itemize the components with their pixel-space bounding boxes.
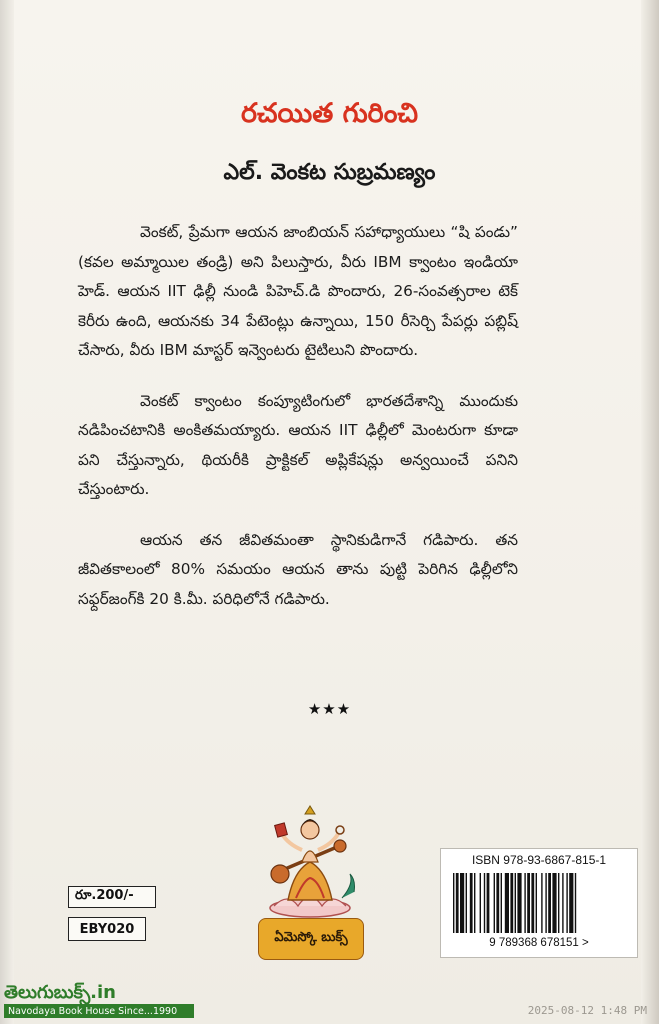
publisher-logo: [258, 800, 362, 960]
section-separator: ★★★: [307, 700, 352, 718]
saraswati-illustration-icon: [258, 800, 362, 920]
isbn-number: ISBN 978-93-6867-815-1: [471, 853, 607, 867]
cover-right-edge: [641, 0, 659, 1024]
bio-paragraph-3: ఆయన తన జీవితమంతా స్థానికుడిగానే గడిపారు. తన జీవితకాలంలో 80% సమయం ఆయన తాను పుట్టి పెరిగిన ఢిల్లీలోని సఫ్దర్‌జంగ్‌కి 20 కి.మీ. పరిధిలోనే గడిపారు.: [78, 530, 518, 608]
author-name: ఎల్. వెంకట సుబ్రమణ్యం: [223, 160, 436, 185]
barcode-icon: [453, 873, 625, 935]
book-code: EBY020: [68, 917, 146, 941]
author-bio: [78, 218, 518, 635]
bio-paragraph-2: వెంకట్ క్వాంటం కంప్యూటింగులో భారతదేశాన్ని ముందుకు నడిపించటానికి అంకితమయ్యారు. ఆయన IIT ఢిల్లీలో మెంటరుగా కూడా పని చేస్తున్నారు, థియరీకి ప్రాక్టికల్ అప్లికేషన్లు అన్వయించే పనిని చేస్తుంటారు.: [78, 391, 518, 498]
watermark-tagline: Navodaya Book House Since...1990: [4, 1004, 194, 1018]
price-label: రూ.200/-: [68, 886, 156, 908]
section-title: రచయిత గురించి: [240, 98, 419, 129]
cover-left-edge: [0, 0, 14, 1024]
scan-timestamp: 2025-08-12 1:48 PM: [527, 1004, 647, 1017]
barcode-digits: 9 789368 678151 >: [489, 937, 589, 949]
bio-paragraph-1: వెంకట్, ప్రేమగా ఆయన జాంబియన్ సహాధ్యాయులు “షి పండు” (కవల అమ్మాయిల తండ్రి) అని పిలుస్తారు, వీరు IBM క్వాంటం ఇండియా హెడ్. ఆయన IIT ఢిల్లీ నుండి పిహెచ్.డి పొందారు, 26-సంవత్సరాల టెక్ కెరీరు ఉంది, ఆయనకు 34 పేటెంట్లు ఉన్నాయి, 150 రీసెర్చి పేపర్లు పబ్లిష్ చేసారు, వీరు IBM మాస్టర్ ఇన్వెంటరు టైటిలుని పొందారు.: [78, 223, 518, 359]
isbn-barcode-block: [440, 848, 638, 958]
watermark-brand: తెలుగుబుక్స్.in: [4, 982, 116, 1003]
publisher-name: ఏమెస్కో బుక్స్: [258, 918, 364, 960]
